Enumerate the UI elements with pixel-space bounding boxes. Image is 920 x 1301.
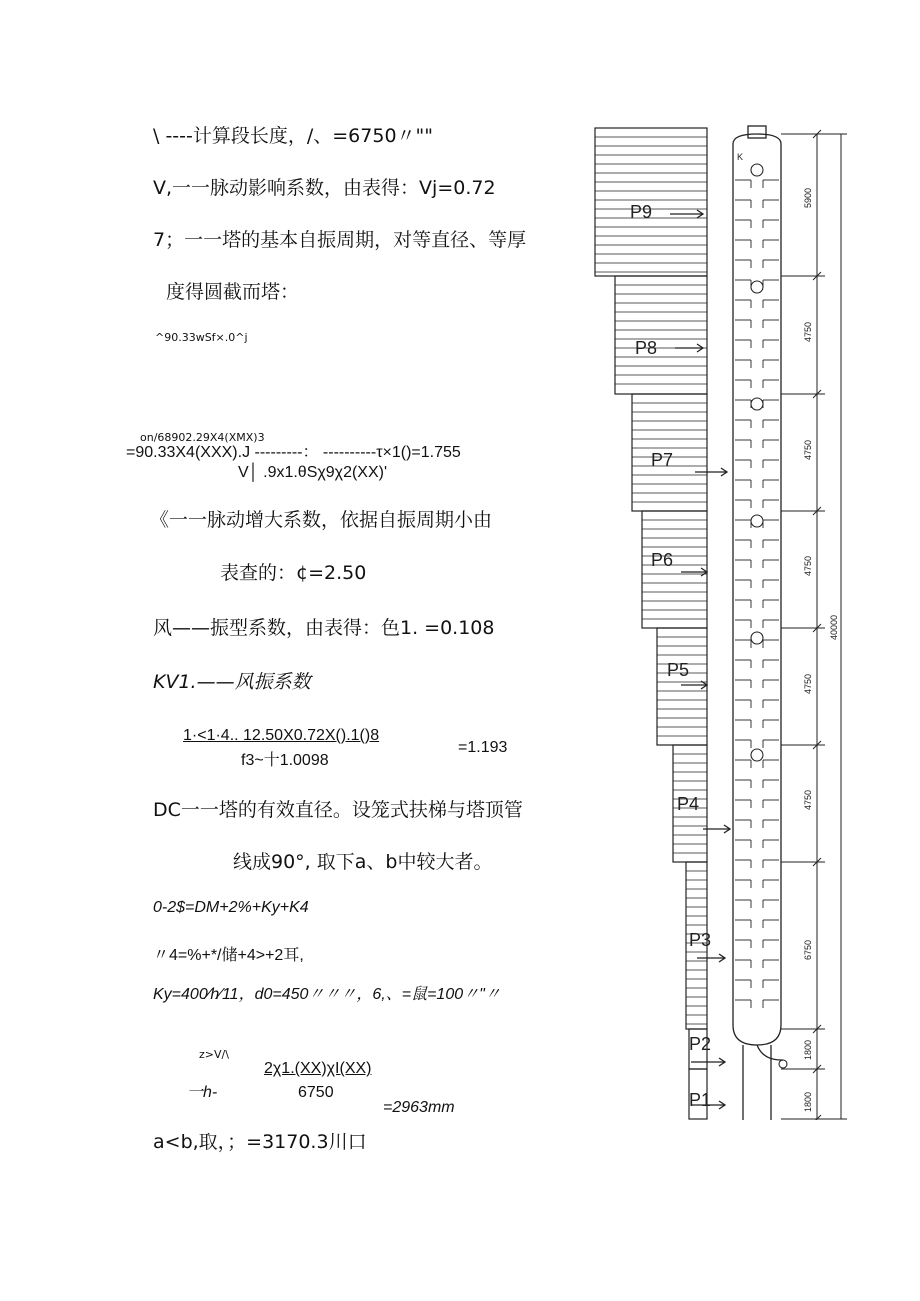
dim-label-5: 4750	[803, 673, 813, 694]
dim-label-3: 4750	[803, 439, 813, 460]
dim-label-2: 4750	[803, 321, 813, 342]
text-segment-length: \ ----计算段长度，/、=6750〃""	[153, 125, 434, 147]
text-table-lookup: 表查的：¢=2.50	[220, 562, 367, 584]
dim-label-1: 5900	[803, 187, 813, 208]
dim-label-4: 4750	[803, 555, 813, 576]
formula-ear: 〃4=%+*/储+4>+2耳,	[153, 947, 304, 964]
text-pulse-increase: 《一一脉动增大系数，依据自振周期小由	[150, 509, 493, 531]
top-mark: K	[737, 152, 744, 162]
text-choose-larger: 线成90°, 取下a、b中较大者。	[233, 851, 493, 873]
formula-b-left: 一h-	[187, 1084, 218, 1101]
dim-label-9: 1800	[803, 1091, 813, 1112]
formula-ky: Ky=400∕h∕11，d0=450〃〃〃，6,、=鼠=100〃"〃	[153, 986, 501, 1003]
dimension-labels	[803, 188, 839, 1112]
text-circular-tower: 度得圆截而塔：	[166, 281, 300, 303]
formula-b-label: z>V∕\	[199, 1048, 229, 1061]
formula-b-result: =2963mm	[383, 1099, 455, 1116]
formula-de: 0-2$=DM+2%+Ky+K4	[153, 899, 309, 916]
segment-label-p5: P5	[667, 660, 690, 680]
formula-period-header: ^90.33wSf×.0^j	[155, 331, 248, 344]
dim-label-6: 4750	[803, 789, 813, 810]
dim-label-8: 1800	[803, 1039, 813, 1060]
segment-label-p7: P7	[651, 450, 674, 470]
text-mode-shape: 风——振型系数，由表得：色1. =0.108	[153, 617, 495, 639]
text-pulse-coefficient: V,一一脉动影响系数，由表得：Vj=0.72	[153, 177, 496, 199]
formula-wind-denominator: f3~十1.0098	[241, 752, 329, 769]
segment-label-p8: P8	[635, 338, 658, 358]
tower-shell	[733, 126, 783, 1120]
formula-b-numerator: 2χ1.(XX)χI(XX)	[264, 1060, 372, 1077]
formula-period-denominator: V│ .9x1.θSχ9χ2(XX)'	[238, 464, 388, 481]
dim-label-total: 40000	[829, 614, 839, 640]
dim-label-7: 6750	[803, 939, 813, 960]
segment-label-p3: P3	[689, 930, 712, 950]
segment-labels	[630, 202, 711, 1110]
tower-trays	[735, 180, 779, 1008]
formula-wind-result: =1.193	[458, 739, 508, 756]
segment-label-p4: P4	[677, 794, 700, 814]
text-effective-diameter: DC一一塔的有效直径。设笼式扶梯与塔顶管	[153, 799, 523, 821]
segment-label-p2: P2	[689, 1034, 712, 1054]
segment-label-p6: P6	[651, 550, 674, 570]
text-natural-period: 7；一一塔的基本自振周期，对等直径、等厚	[153, 229, 527, 251]
text-wind-vibration: KV1.——风振系数	[153, 671, 311, 693]
segment-label-p1: P1	[689, 1090, 712, 1110]
formula-b-denominator: 6750	[298, 1084, 334, 1101]
segment-label-p9: P9	[630, 202, 653, 222]
formula-wind-numerator: 1·<1·4.. 12.50X0.72X().1()8	[183, 727, 380, 744]
text-conclusion: a<b,取，；=3170.3川口	[153, 1131, 367, 1153]
formula-period-numerator: on/68902.29X4(XMX)3	[140, 431, 265, 444]
zone-hatching	[595, 137, 707, 1024]
formula-period-result: =90.33X4(XXX).J ---------： ----------τ×1()=1.755	[126, 444, 461, 461]
tower-diagram	[585, 120, 855, 1120]
